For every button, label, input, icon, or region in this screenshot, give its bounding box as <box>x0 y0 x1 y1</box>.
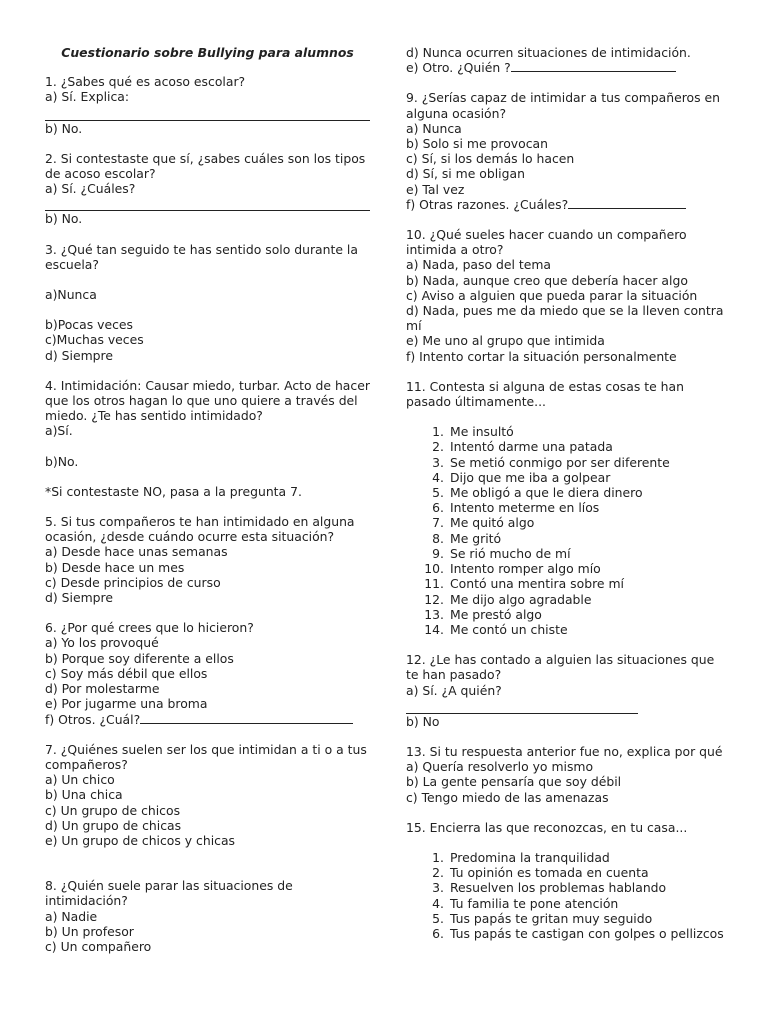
list-item[interactable] <box>406 592 726 607</box>
list-item-text: Dijo que me iba a golpear <box>450 469 611 485</box>
question-15 <box>406 820 726 941</box>
question-3 <box>45 242 370 363</box>
option: f) Intento cortar la situación personalmente <box>406 348 677 364</box>
list-item[interactable] <box>406 470 726 485</box>
option-other <box>406 60 726 75</box>
list-item[interactable] <box>406 546 726 561</box>
list-item[interactable] <box>406 607 726 622</box>
question-11 <box>406 379 726 637</box>
list-item[interactable] <box>406 561 726 576</box>
list-number: 5. <box>432 485 444 501</box>
list-number: 6. <box>432 925 444 941</box>
list-number: 8. <box>432 530 444 546</box>
question-text: 13. Si tu respuesta anterior fue no, explica por qué <box>406 743 723 759</box>
option: a) Un chico <box>45 772 115 788</box>
question-8-continued <box>406 45 726 75</box>
list-item-text: Tu opinión es tomada en cuenta <box>450 865 649 881</box>
list-item-text: Intento meterme en líos <box>450 500 600 516</box>
option: e) Por jugarme una broma <box>45 696 208 712</box>
question-text: 10. ¿Qué sueles hacer cuando un compañero intimida a otro? <box>406 227 687 258</box>
question-text: 11. Contesta si alguna de estas cosas te han pasado últimamente... <box>406 378 684 410</box>
option: a) Nada, paso del tema <box>406 257 552 273</box>
list-item[interactable] <box>406 485 726 500</box>
option: b)No. <box>45 453 79 469</box>
list-number: 12. <box>424 591 444 607</box>
option-other <box>406 197 726 212</box>
list-item-text: Me prestó algo <box>450 606 542 622</box>
list-number: 1. <box>432 424 444 440</box>
option: d) Nada, pues me da miedo que se la lleven contra mí <box>406 303 724 334</box>
option: d) Nunca ocurren situaciones de intimidación. <box>406 45 691 60</box>
list-item[interactable] <box>406 531 726 546</box>
numbered-list <box>406 424 726 637</box>
option: d) Sí, si me obligan <box>406 166 525 182</box>
option-label: e) Otro. ¿Quién ? <box>406 60 511 76</box>
option: a) Quería resolverlo yo mismo <box>406 759 594 775</box>
option: a)Sí. <box>45 423 73 439</box>
answer-line[interactable] <box>45 196 370 211</box>
list-number: 10. <box>424 561 444 577</box>
list-number: 2. <box>432 439 444 455</box>
question-6 <box>45 620 370 726</box>
list-item[interactable] <box>406 455 726 470</box>
list-item[interactable] <box>406 911 726 926</box>
option: d) Siempre <box>45 347 113 363</box>
option: b)Pocas veces <box>45 317 133 333</box>
question-text: 12. ¿Le has contado a alguien las situaciones que te han pasado? <box>406 652 715 683</box>
question-1 <box>45 74 370 136</box>
option: a) Sí. ¿Cuáles? <box>45 181 136 197</box>
option: c) Un grupo de chicos <box>45 802 181 818</box>
question-text: 4. Intimidación: Causar miedo, turbar. Acto de hacer que los otros hagan lo que uno quiere a través del miedo. ¿Te has sentido intimidado? <box>45 377 370 424</box>
list-item-text: Intentó darme una patada <box>450 439 613 455</box>
answer-blank[interactable] <box>511 60 676 72</box>
list-item[interactable] <box>406 880 726 895</box>
option: c) Soy más débil que ellos <box>45 665 208 681</box>
option: c) Sí, si los demás lo hacen <box>406 151 575 167</box>
question-5 <box>45 514 370 605</box>
list-number: 5. <box>432 910 444 926</box>
list-item-text: Me contó un chiste <box>450 621 568 637</box>
numbered-list <box>406 850 726 941</box>
question-13 <box>406 744 726 805</box>
question-9 <box>406 90 726 212</box>
option: d) Por molestarme <box>45 681 160 697</box>
list-number: 4. <box>432 895 444 911</box>
list-item[interactable] <box>406 576 726 591</box>
question-10 <box>406 227 726 364</box>
option: b) Porque soy diferente a ellos <box>45 650 234 666</box>
right-column <box>406 45 726 956</box>
list-number: 1. <box>432 849 444 865</box>
list-number: 6. <box>432 500 444 516</box>
list-item[interactable] <box>406 926 726 941</box>
option: d) Un grupo de chicas <box>45 817 182 833</box>
question-8 <box>45 878 370 954</box>
question-text: 8. ¿Quién suele parar las situaciones de intimidación? <box>45 878 293 909</box>
option: b) No <box>406 713 440 729</box>
left-column <box>45 45 370 969</box>
list-number: 7. <box>432 515 444 531</box>
list-number: 2. <box>432 865 444 881</box>
question-text: 15. Encierra las que reconozcas, en tu casa... <box>406 819 688 835</box>
list-number: 3. <box>432 880 444 896</box>
question-4 <box>45 378 370 469</box>
answer-line[interactable] <box>406 698 638 714</box>
list-item-text: Intento romper algo mío <box>450 561 601 577</box>
list-item-text: Me quitó algo <box>450 515 535 531</box>
list-item-text: Me dijo algo agradable <box>450 591 592 607</box>
list-item-text: Se metió conmigo por ser diferente <box>450 454 670 470</box>
list-item[interactable] <box>406 439 726 454</box>
list-number: 14. <box>424 621 444 637</box>
question-2 <box>45 151 370 227</box>
option: b) Desde hace un mes <box>45 559 185 575</box>
question-text: 7. ¿Quiénes suelen ser los que intimidan a ti o a tus compañeros? <box>45 741 367 772</box>
question-text: 1. ¿Sabes qué es acoso escolar? <box>45 74 246 90</box>
option: c) Tengo miedo de las amenazas <box>406 789 609 805</box>
option-other <box>45 712 370 727</box>
question-text: 9. ¿Serías capaz de intimidar a tus compañeros en alguna ocasión? <box>406 90 720 121</box>
list-item-text: Me obligó a que le diera dinero <box>450 485 643 501</box>
list-number: 4. <box>432 469 444 485</box>
question-text: 2. Si contestaste que sí, ¿sabes cuáles son los tipos de acoso escolar? <box>45 150 366 182</box>
list-item[interactable] <box>406 896 726 911</box>
option: b) Un profesor <box>45 923 134 939</box>
list-item-text: Predomina la tranquilidad <box>450 849 610 865</box>
list-item[interactable] <box>406 424 726 439</box>
option: e) Tal vez <box>406 181 465 197</box>
list-item[interactable] <box>406 865 726 880</box>
option-label: f) Otros. ¿Cuál? <box>45 711 141 727</box>
option: e) Un grupo de chicos y chicas <box>45 832 236 848</box>
option-label: f) Otras razones. ¿Cuáles? <box>406 196 569 212</box>
list-item-text: Tus papás te castigan con golpes o pellizcos <box>450 925 724 941</box>
answer-blank[interactable] <box>568 197 686 209</box>
question-text: 6. ¿Por qué crees que lo hicieron? <box>45 620 254 636</box>
option: a) Yo los provoqué <box>45 635 159 651</box>
option: c) Aviso a alguien que pueda parar la situación <box>406 287 698 303</box>
option: a) Nunca <box>406 120 462 136</box>
answer-blank[interactable] <box>140 712 353 724</box>
option: d) Siempre <box>45 590 113 606</box>
option: b) Nada, aunque creo que debería hacer algo <box>406 272 688 288</box>
question-12 <box>406 652 726 729</box>
option: b) Una chica <box>45 787 123 803</box>
option: e) Me uno al grupo que intimida <box>406 333 605 349</box>
option: b) La gente pensaría que soy débil <box>406 774 622 790</box>
list-item[interactable] <box>406 850 726 865</box>
list-number: 9. <box>432 545 444 561</box>
list-item-text: Tu familia te pone atención <box>450 895 619 911</box>
list-number: 11. <box>424 576 444 592</box>
list-item-text: Me insultó <box>450 424 514 440</box>
list-item-text: Resuelven los problemas hablando <box>450 880 667 896</box>
note-text: *Si contestaste NO, pasa a la pregunta 7. <box>45 483 302 499</box>
list-item[interactable] <box>406 622 726 637</box>
question-text: 5. Si tus compañeros te han intimidado en alguna ocasión, ¿desde cuándo ocurre esta situación? <box>45 514 355 545</box>
list-number: 13. <box>424 606 444 622</box>
option: a) Sí. Explica: <box>45 89 130 105</box>
option: c) Un compañero <box>45 938 152 954</box>
option: b) No. <box>45 120 83 136</box>
list-item[interactable] <box>406 515 726 530</box>
list-item[interactable] <box>406 500 726 515</box>
skip-note <box>45 484 370 499</box>
answer-line[interactable] <box>45 105 370 121</box>
list-item-text: Contó una mentira sobre mí <box>450 576 624 592</box>
question-7 <box>45 742 370 848</box>
option: c)Muchas veces <box>45 332 144 348</box>
option: a)Nunca <box>45 287 97 303</box>
list-item-text: Se rió mucho de mí <box>450 545 571 561</box>
option: b) No. <box>45 211 83 227</box>
list-item-text: Me gritó <box>450 530 502 546</box>
option: b) Solo si me provocan <box>406 136 548 152</box>
list-number: 3. <box>432 454 444 470</box>
page-title: Cuestionario sobre Bullying para alumnos <box>61 45 354 60</box>
option: a) Desde hace unas semanas <box>45 544 228 560</box>
option: a) Nadie <box>45 908 98 924</box>
list-item-text: Tus papás te gritan muy seguido <box>450 910 653 926</box>
question-text: 3. ¿Qué tan seguido te has sentido solo durante la escuela? <box>45 241 358 272</box>
option: a) Sí. ¿A quién? <box>406 682 502 698</box>
option: c) Desde principios de curso <box>45 574 221 590</box>
